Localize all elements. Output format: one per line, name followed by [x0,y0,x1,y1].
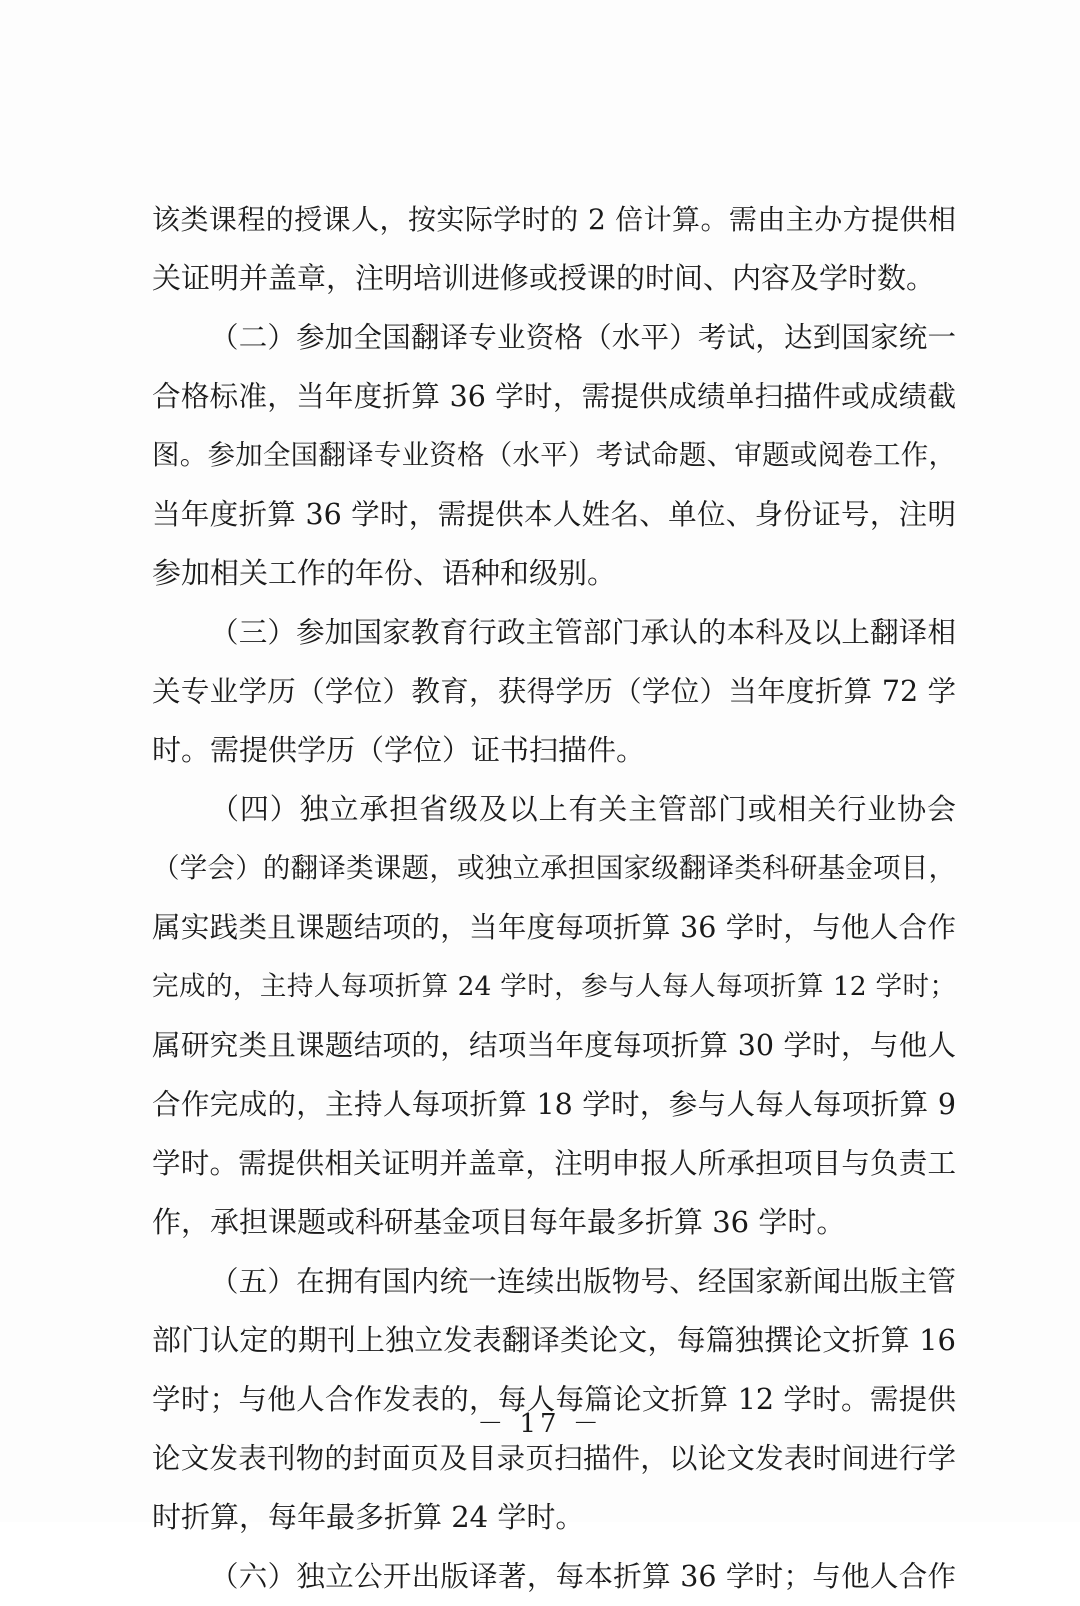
text-line: 当年度折算 36 学时，需提供本人姓名、单位、身份证号，注明 [152,498,956,531]
text-line: 部门认定的期刊上独立发表翻译类论文，每篇独撰论文折算 16 [152,1323,956,1357]
text-line: （学会）的翻译类课题，或独立承担国家级翻译类科研基金项目， [152,852,956,884]
text-line: 学时；与他人合作发表的，每人每篇论文折算 12 学时。需提供 [152,1383,956,1416]
paragraph-four-start: （四）独立承担省级及以上有关主管部门或相关行业协会 [210,792,956,826]
text-line: 该类课程的授课人，按实际学时的 2 倍计算。需由主办方提供相 [152,203,956,236]
text-line: 作，承担课题或科研基金项目每年最多折算 36 学时。 [152,1205,846,1239]
text-line: 关专业学历（学位）教育，获得学历（学位）当年度折算 72 学 [152,675,956,708]
body-text [152,190,956,1606]
paragraph-six-start: （六）独立公开出版译著，每本折算 36 学时；与他人合作 [210,1560,956,1593]
text-line: 时折算，每年最多折算 24 学时。 [152,1500,585,1534]
text-line: 属研究类且课题结项的，结项当年度每项折算 30 学时，与他人 [152,1029,956,1062]
paragraph-five-start: （五）在拥有国内统一连续出版物号、经国家新闻出版主管 [210,1265,956,1298]
text-line: 合作完成的，主持人每项折算 18 学时，参与人每人每项折算 9 [152,1088,956,1121]
text-line: 参加相关工作的年份、语种和级别。 [152,556,617,590]
text-line: 属实践类且课题结项的，当年度每项折算 36 学时，与他人合作 [152,911,956,944]
paragraph-two-start: （二）参加全国翻译专业资格（水平）考试，达到国家统一 [210,321,956,354]
page-number: － 17 － [477,1409,603,1439]
text-line: 论文发表刊物的封面页及目录页扫描件，以论文发表时间进行学 [152,1442,956,1475]
paragraph-three-start: （三）参加国家教育行政主管部门承认的本科及以上翻译相 [210,616,956,649]
text-line: 关证明并盖章，注明培训进修或授课的时间、内容及学时数。 [152,261,936,295]
text-line: 图。参加全国翻译专业资格（水平）考试命题、审题或阅卷工作， [152,439,956,471]
text-line: 合格标准，当年度折算 36 学时，需提供成绩单扫描件或成绩截 [152,380,956,413]
text-line: 完成的，主持人每项折算 24 学时，参与人每人每项折算 12 学时； [152,971,956,1002]
text-line: 时。需提供学历（学位）证书扫描件。 [152,733,646,767]
text-line: 学时。需提供相关证明并盖章，注明申报人所承担项目与负责工 [152,1147,956,1180]
